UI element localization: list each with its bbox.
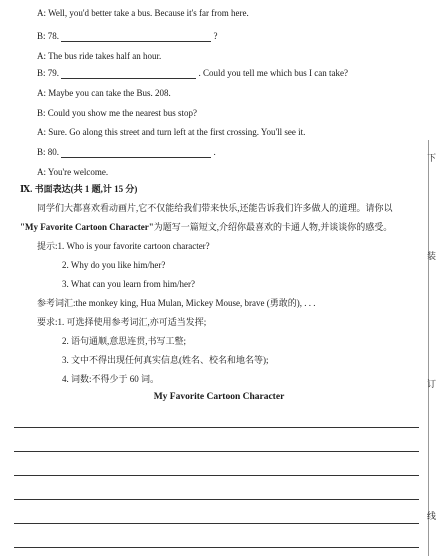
writing-topic-title: "My Favorite Cartoon Character" [20,222,154,232]
binding-margin-line [428,140,429,556]
reference-vocabulary: 参考词汇:the monkey king, Hua Mulan, Mickey Mouse, brave (勇敢的), . . . [37,298,316,308]
margin-mark-xian: 线 [426,512,436,522]
margin-mark-xia: 下 [426,154,436,164]
requirement-3: 3. 文中不得出现任何真实信息(姓名、校名和地名等); [62,355,269,365]
hint-2: 2. Why do you like him/her? [62,260,166,270]
writing-intro-line2 [20,222,392,233]
dialogue-line-a4: A: Sure. Go along this street and turn left at the first crossing. You'll see it. [37,127,306,137]
writing-line[interactable] [14,427,419,428]
dialogue-line-a5: A: You're welcome. [37,167,109,177]
requirement-4: 4. 词数:不得少于 60 词。 [62,374,160,384]
hint-1: 提示:1. Who is your favorite cartoon character? [37,241,210,251]
dialogue-line-b1: B: Could you show me the nearest bus stop? [37,108,197,118]
requirement-2: 2. 语句通顺,意思连贯,书写工整; [62,336,187,346]
dialogue-line-b79 [37,68,348,79]
dialogue-line-b78 [37,31,218,42]
margin-mark-zhuang: 装 [426,252,436,262]
writing-line[interactable] [14,547,419,548]
answer-blank-78[interactable] [61,31,211,42]
writing-intro-rest: 为题写一篇短文,介绍你最喜欢的卡通人物,并谈谈你的感受。 [153,222,393,232]
dialogue-line-a2: A: The bus ride takes half an hour. [37,51,162,61]
question-80-label: B: 80. [37,147,60,158]
margin-mark-ding: 订 [426,380,436,390]
question-79-end: . Could you tell me which bus I can take? [198,68,348,79]
answer-blank-80[interactable] [61,147,211,158]
essay-title: My Favorite Cartoon Character [153,392,285,402]
question-78-end: ? [213,31,218,42]
dialogue-line-b80 [37,147,216,158]
section-heading: Ⅸ. 书面表达(共 1 题,计 15 分) [20,184,138,194]
question-78-label: B: 78. [37,31,60,42]
dialogue-line-a1: A: Well, you'd better take a bus. Because it's far from here. [37,8,249,18]
hint-3: 3. What can you learn from him/her? [62,279,196,289]
question-80-end: . [213,147,216,158]
writing-line[interactable] [14,451,419,452]
writing-line[interactable] [14,523,419,524]
answer-blank-79[interactable] [61,68,196,79]
writing-intro-line1: 同学们大都喜欢看动画片,它不仅能给我们带来快乐,还能告诉我们许多做人的道理。请你以 [37,203,393,213]
requirement-1: 要求:1. 可选择使用参考词汇,亦可适当发挥; [37,317,207,327]
writing-line[interactable] [14,499,419,500]
dialogue-line-a3: A: Maybe you can take the Bus. 208. [37,88,171,98]
writing-line[interactable] [14,475,419,476]
question-79-label: B: 79. [37,68,60,79]
